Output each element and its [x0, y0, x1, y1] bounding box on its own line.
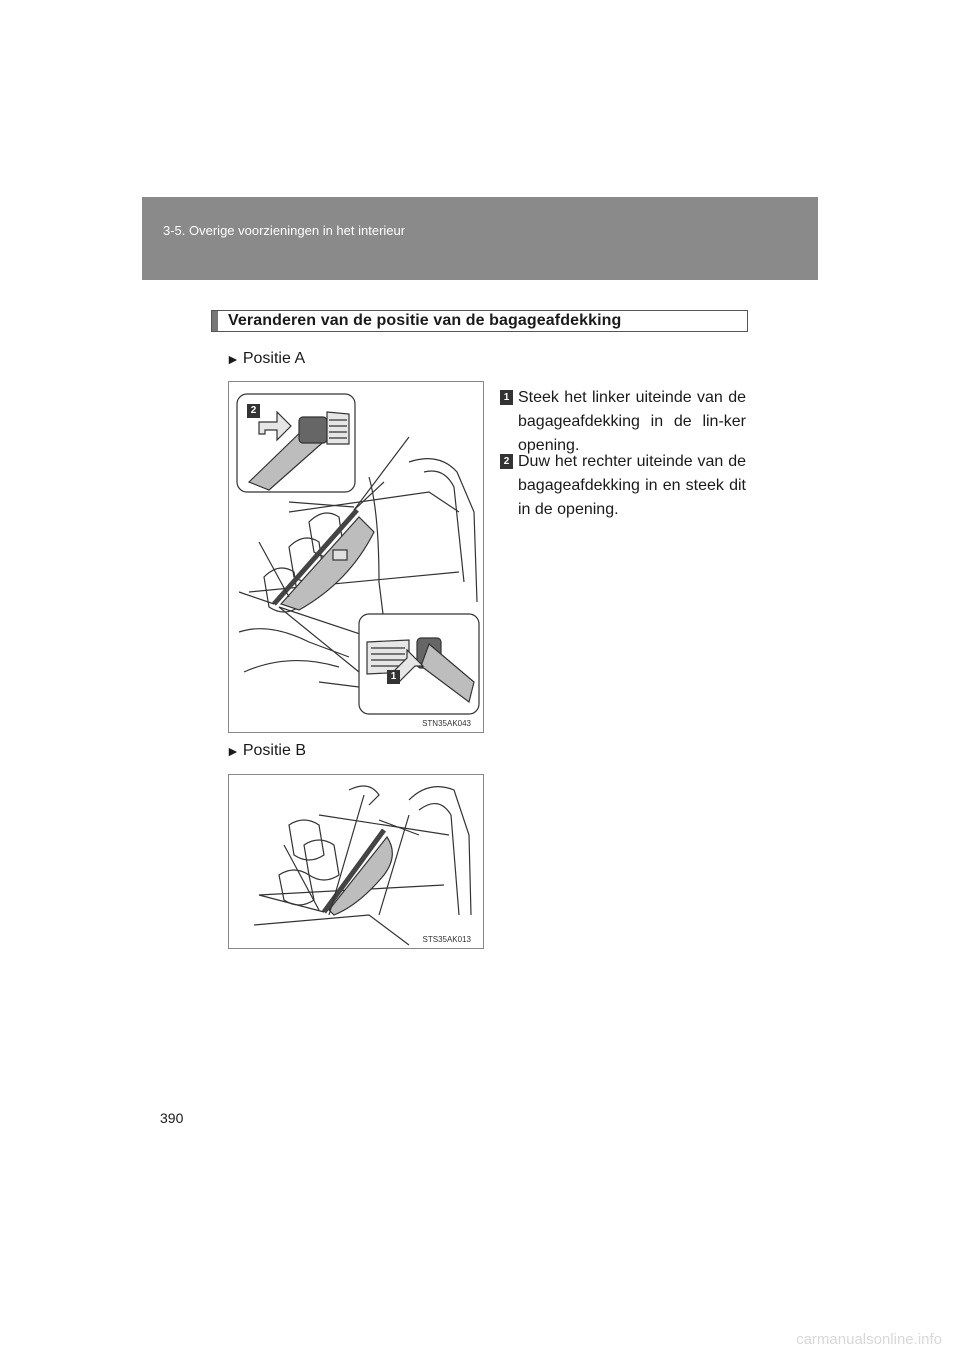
triangle-right-icon: ► — [226, 743, 240, 759]
cargo-cover-illustration-b — [229, 775, 485, 950]
position-b-label — [226, 742, 306, 760]
chapter-header — [142, 197, 818, 280]
figure-code-b: STS35AK013 — [422, 935, 471, 944]
step-text: Duw het rechter uiteinde van de bagageafdekking in en steek dit in de opening. — [518, 453, 746, 518]
callout-badge-1: 1 — [387, 670, 400, 684]
position-a-text: Positie A — [242, 350, 306, 367]
triangle-right-icon: ► — [226, 351, 240, 367]
chapter-title: 3-5. Overige voorzieningen in het interieur — [163, 223, 406, 238]
step-number-badge: 1 — [500, 390, 513, 405]
position-b-text: Positie B — [242, 742, 306, 759]
figure-position-a — [228, 381, 484, 733]
page-number: 390 — [160, 1110, 184, 1126]
section-title: Veranderen van de positie van de bagageafdekking — [228, 312, 622, 329]
cargo-cover-illustration-a — [229, 382, 485, 734]
position-a-label — [226, 350, 305, 368]
watermark: carmanualsonline.info — [796, 1331, 942, 1348]
section-heading — [211, 310, 748, 332]
step-number-badge: 2 — [500, 454, 513, 469]
section-heading-bar — [212, 311, 218, 331]
step-1 — [500, 386, 746, 458]
step-2 — [500, 450, 746, 522]
figure-code-a: STN35AK043 — [422, 719, 471, 728]
step-text: Steek het linker uiteinde van de bagageafdekking in de lin-ker opening. — [518, 389, 746, 454]
figure-position-b — [228, 774, 484, 949]
callout-badge-2: 2 — [247, 404, 260, 418]
